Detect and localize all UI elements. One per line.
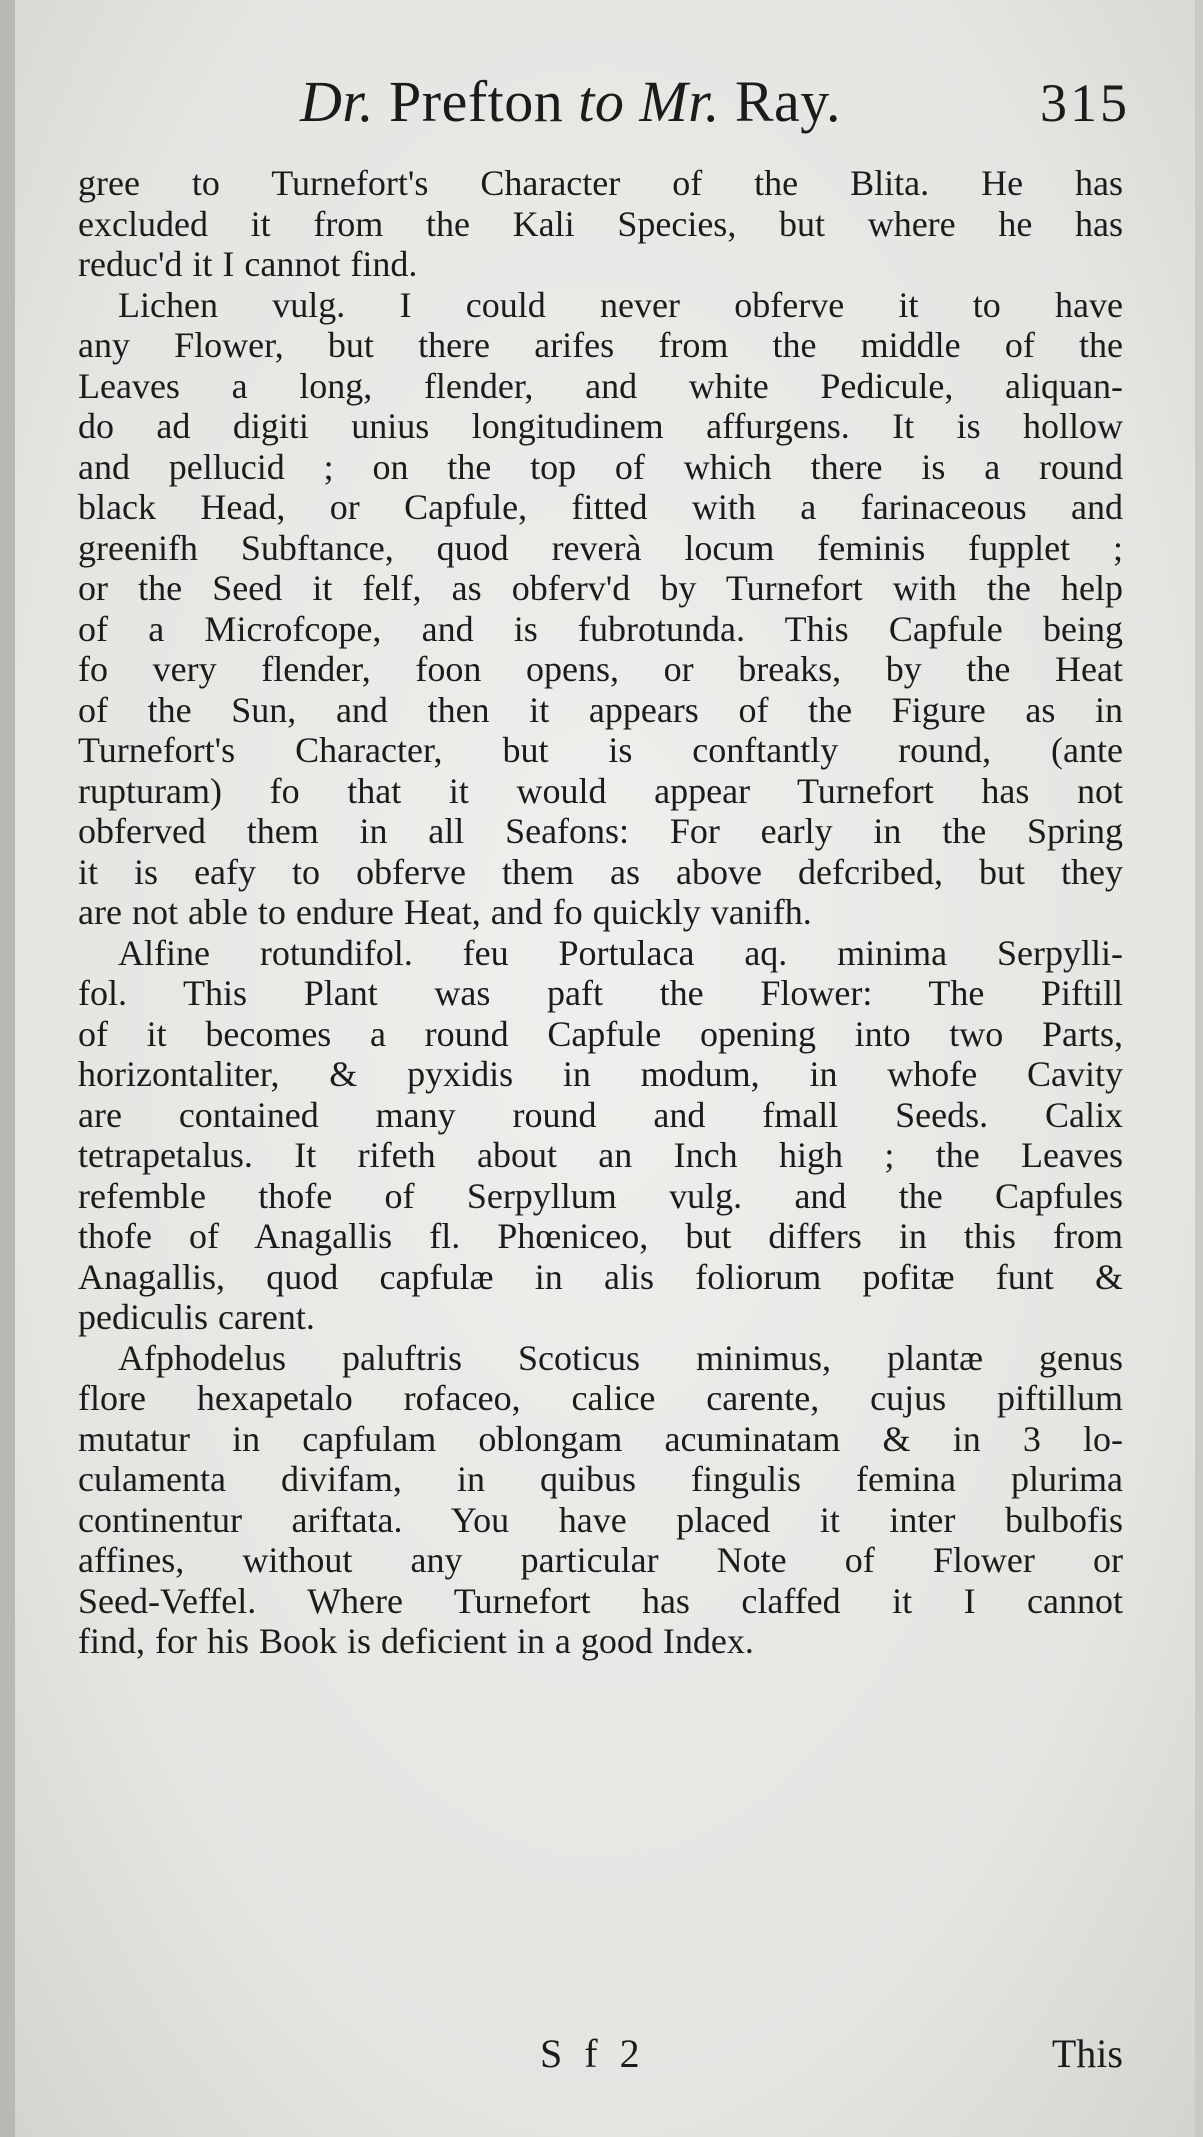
running-head: [300, 68, 841, 135]
catchword: This: [1051, 2031, 1123, 2076]
text-line: obferved them in all Seafons: For early in the Spring: [78, 811, 1123, 851]
text-line: are not able to endure Heat, and fo quickly vanifh.: [78, 892, 812, 932]
page-number: 315: [1040, 73, 1130, 133]
text-line: it is eafy to obferve them as above defcribed, but they: [78, 851, 1123, 892]
text-line: horizontaliter, & pyxidis in modum, in whofe Cavity: [78, 1054, 1123, 1094]
text-line: thofe of Anagallis fl. Phœniceo, but differs in this from: [78, 1216, 1123, 1256]
text-line: pediculis carent.: [78, 1297, 315, 1337]
text-line: Seed-Veffel. Where Turnefort has claffed it I cannot: [78, 1580, 1123, 1621]
text-line: of the Sun, and then it appears of the Figure as in: [78, 689, 1123, 730]
running-head-name2: Ray.: [719, 69, 842, 134]
text-line: affines, without any particular Note of Flower or: [78, 1540, 1123, 1580]
text-line: excluded it from the Kali Species, but where he has: [78, 203, 1123, 244]
text-line: and pellucid ; on the top of which there is a round: [78, 446, 1123, 487]
text-line: of a Microfcope, and is fubrotunda. This Capfule being: [78, 608, 1123, 649]
text-line: black Head, or Capfule, fitted with a farinaceous and: [78, 487, 1123, 527]
body-text: [78, 163, 1123, 1662]
text-line: Alfine rotundifol. feu Portulaca aq. minima Serpylli-: [118, 932, 1123, 973]
text-line: of it becomes a round Capfule opening into two Parts,: [78, 1013, 1123, 1054]
text-line: mutatur in capfulam oblongam acuminatam & in 3 lo-: [78, 1418, 1123, 1459]
running-head-mr: Mr.: [624, 69, 720, 134]
text-line: tetrapetalus. It rifeth about an Inch high ; the Leaves: [78, 1135, 1123, 1175]
text-line: rupturam) fo that it would appear Turnefort has not: [78, 770, 1123, 811]
text-line: any Flower, but there arifes from the middle of the: [78, 325, 1123, 365]
text-line: fo very flender, foon opens, or breaks, by the Heat: [78, 649, 1123, 689]
text-line: continentur ariftata. You have placed it inter bulbofis: [78, 1499, 1123, 1540]
text-line: flore hexapetalo rofaceo, calice carente, cujus piftillum: [78, 1378, 1123, 1418]
text-line: gree to Turnefort's Character of the Blita. He has: [78, 163, 1123, 203]
text-line: Leaves a long, flender, and white Pedicule, aliquan-: [78, 365, 1123, 406]
text-line: refemble thofe of Serpyllum vulg. and the Capfules: [78, 1175, 1123, 1216]
text-line: find, for his Book is deficient in a good Index.: [78, 1621, 754, 1661]
page-footer: [0, 2030, 1203, 2100]
signature-mark: S f 2: [540, 2031, 646, 2076]
text-line: Lichen vulg. I could never obferve it to have: [118, 284, 1123, 325]
running-head-to: to: [578, 69, 625, 134]
running-head-dr: Dr.: [300, 69, 375, 134]
text-line: are contained many round and fmall Seeds. Calix: [78, 1094, 1123, 1135]
text-line: greenifh Subftance, quod reverà locum feminis fupplet ;: [78, 527, 1123, 568]
running-head-name1: Prefton: [374, 69, 579, 134]
text-line: culamenta divifam, in quibus fingulis femina plurima: [78, 1459, 1123, 1499]
text-line: Turnefort's Character, but is conftantly round, (ante: [78, 730, 1123, 770]
text-line: fol. This Plant was paft the Flower: The Piftill: [78, 973, 1123, 1013]
text-line: Afphodelus paluftris Scoticus minimus, plantæ genus: [118, 1337, 1123, 1378]
text-line: reduc'd it I cannot find.: [78, 244, 418, 284]
text-line: or the Seed it felf, as obferv'd by Turnefort with the help: [78, 568, 1123, 608]
page-header: [300, 60, 1130, 160]
text-line: Anagallis, quod capfulæ in alis foliorum pofitæ funt &: [78, 1256, 1123, 1297]
text-line: do ad digiti unius longitudinem affurgens. It is hollow: [78, 406, 1123, 446]
